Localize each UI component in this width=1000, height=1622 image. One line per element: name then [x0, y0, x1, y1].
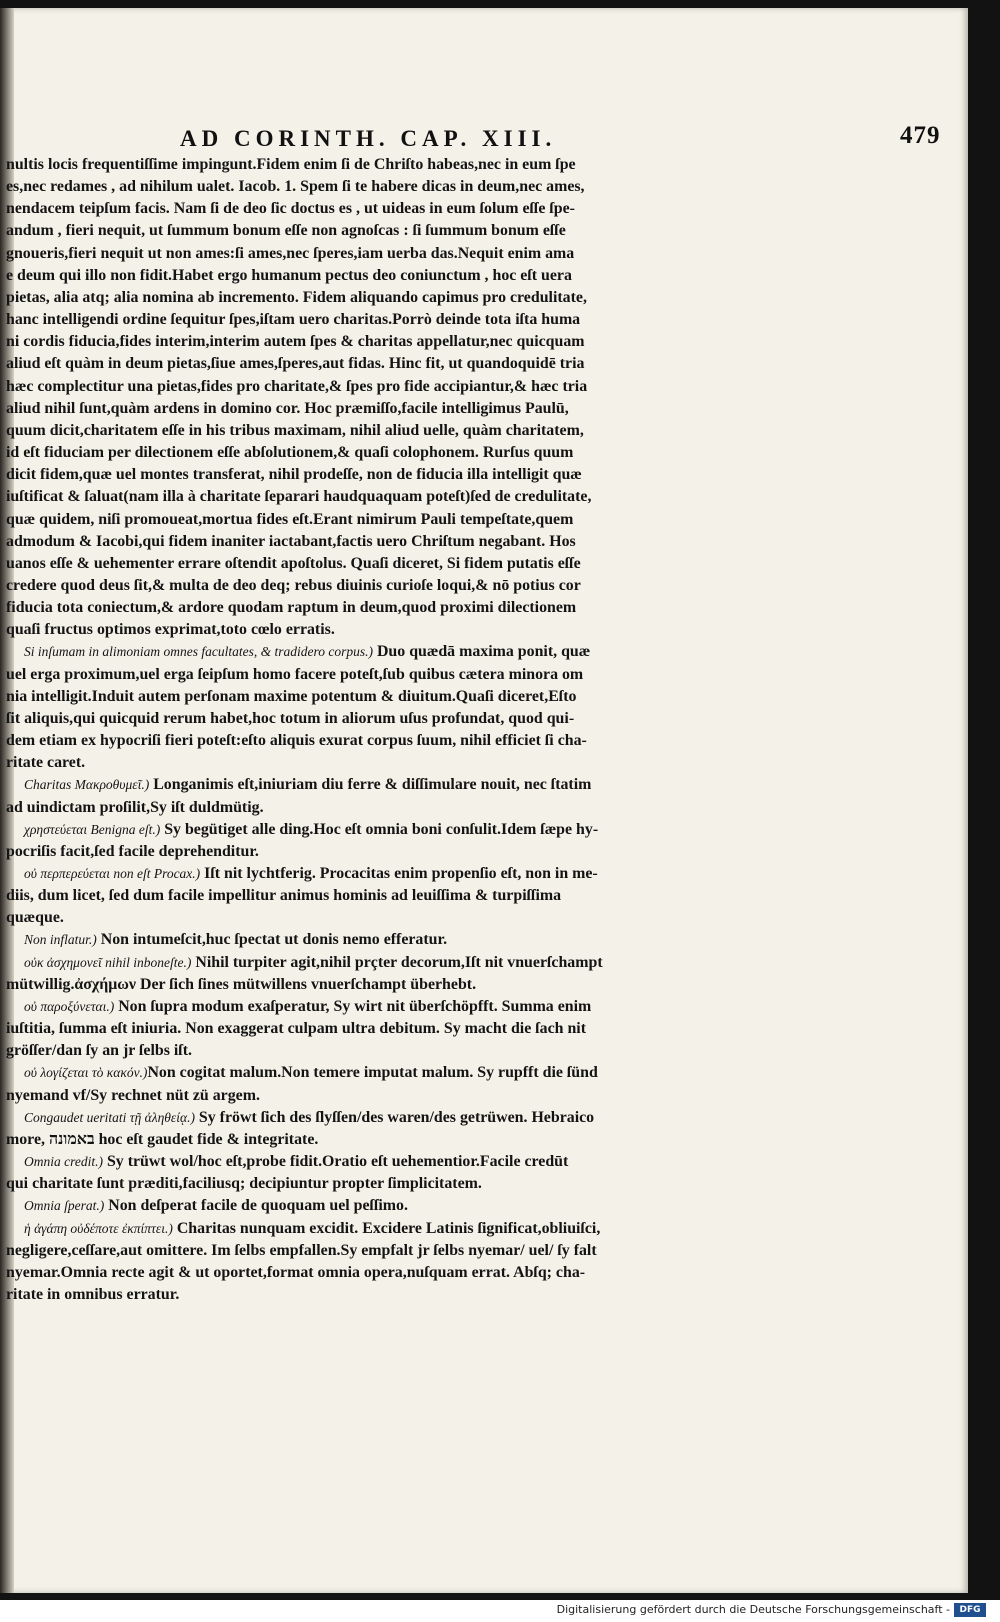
line-text: nultis locis frequentiſſime impingunt.Fidem enim ſi de Chriſto habeas,nec in eum ſpe	[6, 156, 576, 173]
text-line	[6, 176, 732, 198]
text-line	[6, 353, 732, 375]
line-text: Non ſupra modum exaſperatur, Sy wirt nit überſchöpfft. Summa enim	[114, 997, 592, 1015]
line-text: ad uindictam proſilit,Sy iſt duldmütig.	[6, 798, 264, 816]
text-line	[6, 1195, 732, 1217]
line-text: admodum & Iacobi,qui fidem inaniter iactabant,factis uero Chriſtum negabant. Hos	[6, 532, 576, 550]
text-line	[6, 442, 732, 464]
text-line	[6, 974, 732, 996]
text-line	[6, 1262, 732, 1284]
text-line	[6, 774, 732, 796]
text-line	[6, 575, 732, 597]
line-text: Charitas nunquam excidit. Excidere Latinis ſignificat,obliuiſci,	[172, 1219, 601, 1237]
line-text: aliud nihil ſunt,quàm ardens in domino cor. Hoc præmiſſo,facile intelligimus Paulū,	[6, 399, 569, 417]
lemma-citation: Charitas Μακροθυμεῖ.)	[24, 777, 150, 793]
lemma-citation: οὐκ ἀσχημονεῖ nihil inboneſte.)	[24, 954, 192, 970]
lemma-citation: χρηστεύεται Benigna eſt.)	[24, 821, 161, 837]
line-text: Non cogitat malum.Non temere imputat malum. Sy rupfft die ſünd	[147, 1064, 598, 1082]
text-line	[6, 752, 732, 774]
text-line	[6, 287, 732, 309]
lemma-citation: οὐ λογίζεται τὸ κακόν.)	[24, 1065, 148, 1081]
text-line	[6, 1129, 732, 1151]
lemma-citation: Omnia ſperat.)	[24, 1198, 105, 1214]
text-line	[6, 243, 732, 265]
text-line	[6, 797, 732, 819]
line-text: iuſtificat & ſaluat(nam illa à charitate ſeparari haudquaquam poteſt)ſed de credulitate,	[6, 488, 592, 506]
digitization-footer	[0, 1600, 1000, 1622]
line-text: pietas, alia atq; alia nomina ab incremento. Fidem aliquando capimus pro credulitate,	[6, 288, 587, 306]
line-text: Duo quædā maxima ponit, quæ	[372, 643, 591, 661]
line-text: e deum qui illo non fidit.Habet ergo humanum pectus deo coniunctum , hoc eſt uera	[6, 266, 572, 284]
text-line	[6, 996, 732, 1018]
text-line	[6, 686, 732, 708]
line-text: quæque.	[6, 909, 64, 927]
line-text: Sy trüwt wol/hoc eſt,probe fidit.Oratio eſt uehementior.Facile credūt	[102, 1153, 569, 1171]
line-text: ni cordis fiducia,fides interim,interim autem ſpes & charitas appellatur,nec quicquam	[6, 333, 585, 351]
text-line	[6, 885, 732, 907]
line-text: quæ quidem, niſi promoueat,mortua fides eſt.Erant nimirum Pauli tempeſtate,quem	[6, 510, 574, 528]
line-text: fiducia tota coniectum,& ardore quodam raptum in deum,quod proximi dilectionem	[6, 599, 577, 617]
line-text: ſit aliquis,qui quicquid rerum habet,hoc totum in aliorum uſus profundat, quod qui-	[6, 709, 575, 727]
text-line	[6, 220, 732, 242]
text-line	[6, 1173, 732, 1195]
line-text: Nihil turpiter agit,nihil prçter decorum,Iſt nit vnuerſchampt	[191, 953, 603, 971]
text-line	[6, 619, 732, 641]
text-line	[6, 553, 732, 575]
line-text: hanc intelligendi ordine ſequitur ſpes,iſtam uero charitas.Porrò deinde tota iſta huma	[6, 311, 581, 329]
line-text: credere quod deus ſit,& multa de deo deq; rebus diuinis curioſe loqui,& nō potius cor	[6, 576, 581, 594]
line-text: diis, dum licet, ſed dum facile impellitur animus hominis ad leuiſſima & turpiſſima	[6, 887, 562, 905]
line-text: nendacem teipſum facis. Nam ſi de deo ſic doctus es , ut uideas in eum ſolum eſſe ſpe-	[6, 200, 575, 218]
line-text: pocriſis facit,ſed facile deprehenditur.	[6, 842, 259, 860]
text-line	[6, 1040, 732, 1062]
line-text: aliud eſt quàm in deum pietas,ſiue ames,ſperes,aut fidas. Hinc fit, ut quandoquidē tria	[6, 355, 585, 373]
line-text: gröſſer/dan ſy an jr ſelbs iſt.	[6, 1042, 192, 1060]
lemma-citation: Non inflatur.)	[24, 932, 97, 948]
text-line	[6, 1240, 732, 1262]
page-number: 479	[900, 122, 941, 149]
line-text: nyemar.Omnia recte agit & ut oportet,format omnia opera,nuſquam errat. Abſq; cha-	[6, 1263, 586, 1281]
text-line	[6, 708, 732, 730]
text-line	[6, 309, 732, 331]
text-line	[6, 952, 732, 974]
line-text: uanos eſſe & uehementer errare oſtendit apoſtolus. Quaſi diceret, Si fidem putatis eſſe	[6, 554, 581, 572]
line-text: andum , fieri nequit, ut ſummum bonum eſſe non agnoſcas : ſi ſummum bonum eſſe	[6, 222, 566, 240]
text-line	[6, 1107, 732, 1129]
line-text: hæc complectitur una pietas,fides pro charitate,& ſpes pro fide accipiantur,& hæc tria	[6, 377, 588, 395]
text-line	[6, 1151, 732, 1173]
text-line	[6, 641, 732, 663]
running-head: AD CORINTH. CAP. XIII.	[180, 126, 557, 151]
lemma-citation: Omnia credit.)	[24, 1154, 103, 1170]
lemma-citation: ἡ ἀγάπη οὐδέποτε ἐκπίπτει.)	[24, 1220, 173, 1236]
text-line	[6, 1284, 732, 1306]
line-text: Non intumeſcit,huc ſpectat ut donis nemo efferatur.	[96, 931, 448, 949]
lemma-citation: Congaudet ueritati τῇ ἀληθείᾳ.)	[24, 1109, 195, 1125]
text-line	[6, 863, 732, 885]
line-text: Iſt nit lychtferig. Procacitas enim propenſio eſt, non in me-	[200, 865, 598, 882]
text-line	[6, 154, 732, 176]
text-line	[6, 531, 732, 553]
text-line	[6, 841, 732, 863]
line-text: Longanimis eſt,iniuriam diu ferre & diſſimulare nouit, nec ſtatim	[149, 776, 592, 794]
text-line	[6, 1218, 732, 1240]
body-text	[6, 154, 732, 1306]
line-text: dicit fidem,quæ uel montes transferat, nihil prodeſſe, non de fiducia illa intelligit quæ	[6, 466, 582, 484]
line-text: Sy begütiget alle ding.Hoc eſt omnia boni conſulit.Idem ſæpe hy-	[160, 820, 599, 838]
text-line	[6, 420, 732, 442]
text-line	[6, 597, 732, 619]
text-line	[6, 1018, 732, 1040]
line-text: quaſi fructus optimos exprimat,toto cœlo erratis.	[6, 621, 335, 639]
line-text: negligere,ceſſare,aut omittere. Im ſelbs empfallen.Sy empfalt jr ſelbs nyemar/ uel/ ſy falt	[6, 1241, 597, 1259]
text-line	[6, 486, 732, 508]
dfg-logo: DFG	[954, 1603, 986, 1617]
line-text: more, באמונה hoc eſt gaudet fide & integritate.	[6, 1130, 319, 1148]
text-line	[6, 664, 732, 686]
lemma-citation: οὐ περπερεύεται non eſt Procax.)	[24, 866, 201, 881]
text-line	[6, 376, 732, 398]
text-line	[6, 929, 732, 951]
text-line	[6, 509, 732, 531]
text-line	[6, 1085, 732, 1107]
line-text: Sy fröwt ſich des ſlyſſen/des waren/des getrüwen. Hebraico	[194, 1108, 595, 1126]
line-text: uel erga proximum,uel erga ſeipſum homo facere poteſt,ſub quibus cætera minora om	[6, 665, 584, 683]
book-page	[0, 8, 968, 1593]
text-line	[6, 198, 732, 220]
text-line	[6, 398, 732, 420]
line-text: nyemand vf/Sy rechnet nüt zü argem.	[6, 1086, 260, 1104]
funding-credit: Digitalisierung gefördert durch die Deutsche Forschungsgemeinschaft -	[556, 1603, 950, 1616]
lemma-citation: οὐ παροξύνεται.)	[24, 998, 115, 1014]
line-text: gnoueris,fieri nequit ut non ames:ſi ames,nec ſperes,iam uerba das.Nequit enim ama	[6, 244, 575, 262]
text-line	[6, 907, 732, 929]
line-text: qui charitate ſunt præditi,faciliusq; decipiuntur propter ſimplicitatem.	[6, 1175, 482, 1193]
text-line	[6, 464, 732, 486]
line-text: id eſt fiduciam per dilectionem eſſe abſolutionem,& quaſi colophonem. Rurſus quum	[6, 444, 574, 462]
line-text: es,nec redames , ad nihilum ualet. Iacob. 1. Spem ſi te habere dicas in deum,nec ames,	[6, 178, 585, 196]
line-text: nia intelligit.Induit autem perſonam maxime potentum & diuitum.Quaſi diceret,Eſto	[6, 687, 577, 705]
line-text: ritate in omnibus erratur.	[6, 1285, 180, 1303]
text-line	[6, 730, 732, 752]
line-text: iuſtitia, ſumma eſt iniuria. Non exaggerat culpam ultra debitum. Sy macht die ſach nit	[6, 1020, 587, 1038]
text-line	[6, 819, 732, 841]
text-line	[6, 1062, 732, 1084]
line-text: ritate caret.	[6, 754, 86, 772]
line-text: mütwillig.ἀσχήμων Der ſich ſines mütwillens vnuerſchampt überhebt.	[6, 975, 477, 993]
text-line	[6, 331, 732, 353]
line-text: quum dicit,charitatem eſſe in his tribus maximam, nihil aliud uelle, quàm charitatem,	[6, 421, 584, 439]
text-line	[6, 265, 732, 287]
lemma-citation: Si inſumam in alimoniam omnes facultates, & tradidero corpus.)	[24, 644, 373, 660]
line-text: Non deſperat facile de quoquam uel peſſimo.	[104, 1197, 408, 1215]
line-text: dem etiam ex hypocriſi fieri poteſt:eſto aliquis exurat corpus ſuum, nihil efficiet ſi cha-	[6, 732, 587, 750]
